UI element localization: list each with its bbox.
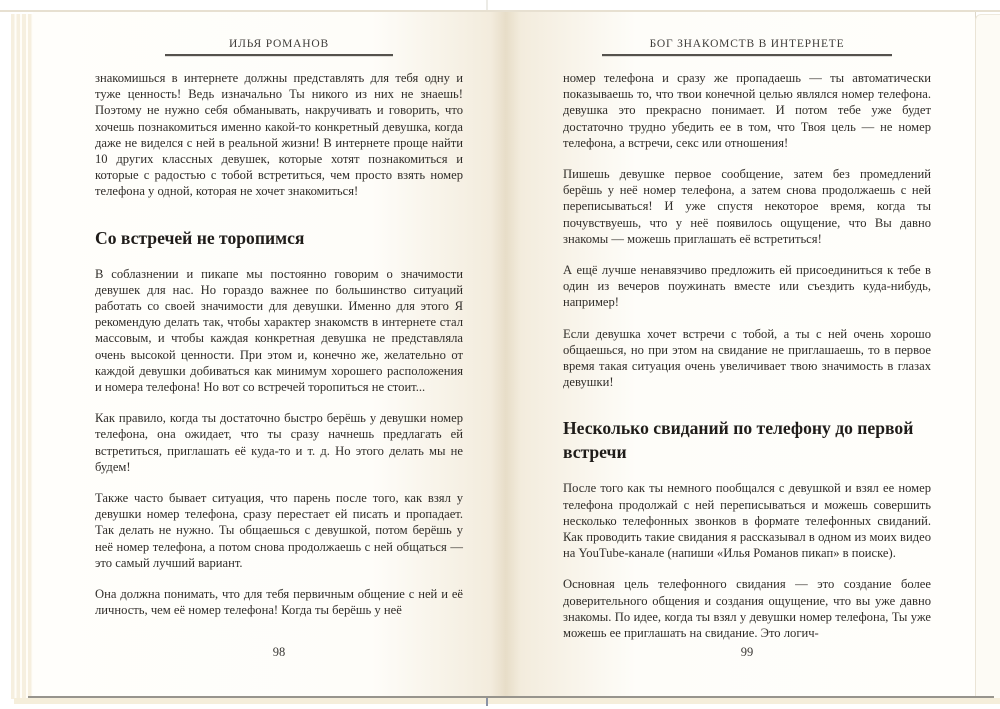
left-page-body — [95, 70, 463, 618]
left-running-header: ИЛЬЯ РОМАНОВ — [229, 38, 329, 50]
left-page-number: 98 — [272, 645, 286, 659]
right-page-number: 99 — [740, 645, 754, 659]
right-page-edge — [975, 14, 1000, 699]
paragraph: Если девушка хочет встречи с тобой, а ты с ней очень хорошо общаешься, но при этом на свидание не приглашаешь, то в первое время такая ситуация очень увеличивает твою значимость в глазах девушки! — [563, 326, 931, 390]
paragraph: номер телефона и сразу же пропадаешь — ты автоматически показываешь то, что твои конечной целью являлся номер телефона. девушка это прекрасно понимает. И потом тебе уже будет достаточно трудно убедить ее в том, что Твоя цель — не номер телефона, а встречи, секс или отношения! — [563, 71, 931, 150]
right-page — [563, 38, 931, 656]
paragraph: Как правило, когда ты достаточно быстро берёшь у девушки номер телефона, она ожидает, что ты сразу начнешь предлагать ей встретиться, приглашать её куда-то и т. д. Но этого делать мы не будем! — [95, 411, 463, 474]
right-page-body — [563, 70, 931, 641]
right-section-heading: Несколько свиданий по телефону до первой встречи — [563, 418, 914, 463]
bottom-page-stack — [14, 698, 1000, 704]
paragraph: А ещё лучше ненавязчиво предложить ей присоединиться к тебе в один из вечеров поужинать вместе или съездить куда-нибудь, например! — [563, 263, 931, 310]
paragraph: Пишешь девушке первое сообщение, затем без промедлений берёшь у неё номер телефона, а затем снова продолжаешь с ней переписываться! И уже спустя некоторое время, когда ты почувствуешь, что у неё появилось ощущение, что Вы давно знакомы — можешь приглашать её встретиться! — [563, 167, 931, 246]
paragraph: В соблазнении и пикапе мы постоянно говорим о значимости девушек для нас. Но гораздо важнее по большинство ситуаций работать со своей значимости для девушки. Именно для этого Я рекомендую делать так, чтобы характер знакомств в интернете стал массовым, и чтобы каждая конкретная девушка не представляла очень высокой ценности. При этом и, конечно же, желательно от каждой девушки добиваться как минимум хорошего расположения и номера телефона! Но вот со встречей торопиться не стоит... — [95, 266, 463, 395]
left-section-heading: Со встречей не торопимся — [95, 227, 305, 248]
spine-top-notch — [486, 0, 488, 10]
right-running-header: БОГ ЗНАКОМСТВ В ИНТЕРНЕТЕ — [649, 38, 845, 50]
left-page — [95, 38, 463, 633]
paragraph: знакомишься в интернете должны представлять для тебя одну и туже ценность! Ведь изначально Ты никого из них не знаешь! Поэтому не нужно себя обманывать, накручивать и говорить, что хочешь познакомиться именно какой-то конкретный девушка, когда даже не виделся с ней в реальной жизни! В интернете проще найти 10 других классных девушек, которые хотят познакомиться и которые с радостью с тобой встретиться, чем просто взять номер телефона у одной, которая не хочет знакомиться! — [95, 71, 463, 199]
paragraph: После того как ты немного пообщался с девушкой и взял ее номер телефона продолжай с ней переписываться и можешь совершить несколько телефонных звонков в формате телефонных свиданий. Как проводить такие свидания я рассказывал в одном из моих видео на YouTube-канале (напиши «Илья Романов пикап» в поиске). — [563, 481, 931, 561]
left-header-rule — [165, 54, 393, 56]
left-page-edge-stack — [11, 14, 34, 699]
right-header-rule — [602, 54, 893, 56]
paragraph: Также часто бывает ситуация, что парень после того, как взял у девушки номер телефона, сразу перестает ей писать и пропадает. Так делать не нужно. Ты общаешься с девушкой, потом берёшь у неё номер телефона, а потом снова продолжаешь с ней общаться — это самый лучший вариант. — [95, 491, 463, 570]
paragraph: Она должна понимать, что для тебя первичным общение с ней и её личность, чем её номер телефона! Когда ты берёшь у неё — [95, 587, 463, 618]
spine-bottom-notch — [486, 698, 488, 706]
paragraph: Основная цель телефонного свидания — это создание более доверительного общения и создания ощущение, что вы уже давно знакомы. По идее, когда ты взял у девушки номер телефона, Ты уже можешь ее приглашать на свидание. Это логич- — [563, 577, 931, 641]
